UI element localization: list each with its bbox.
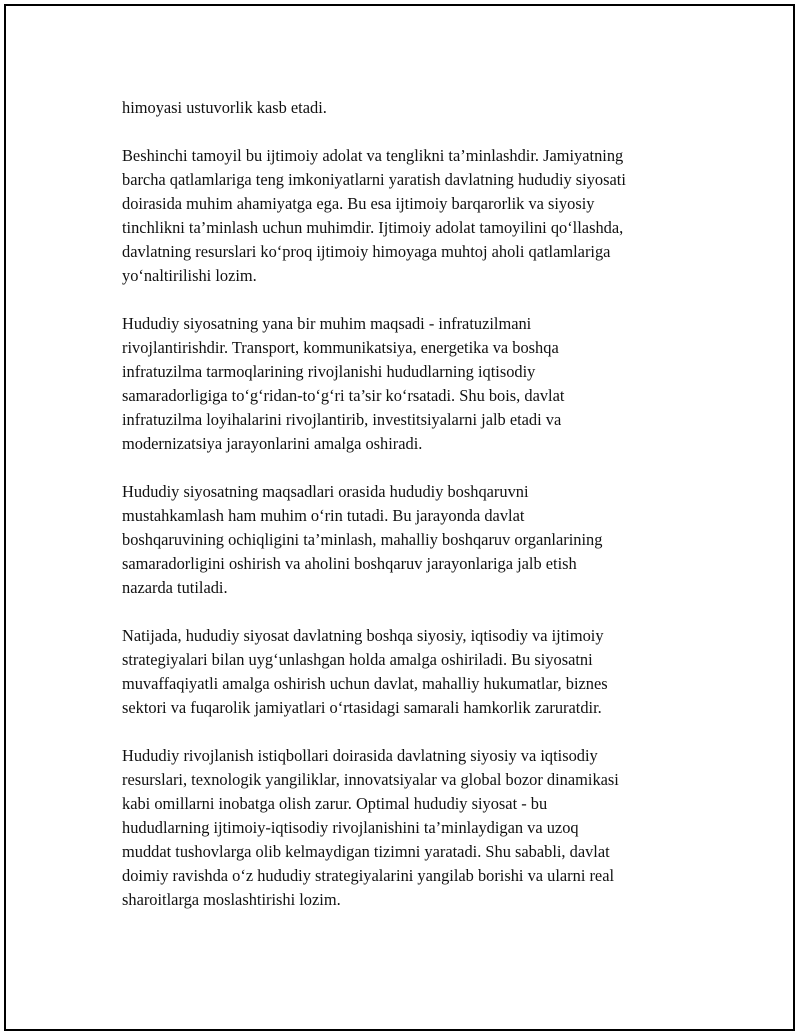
text-line: samaradorligini oshirish va aholini boshqaruv jarayonlariga jalb etish bbox=[122, 554, 577, 573]
text-line: doimiy ravishda o‘z hududiy strategiyalarini yangilab borishi va ularni real bbox=[122, 866, 615, 885]
text-line: nazarda tutiladi. bbox=[122, 578, 228, 597]
document-body bbox=[122, 96, 702, 936]
paragraph bbox=[122, 480, 702, 600]
text-line: strategiyalari bilan uyg‘unlashgan holda amalga oshiriladi. Bu siyosatni bbox=[122, 650, 593, 669]
text-line: Hududiy siyosatning yana bir muhim maqsadi - infratuzilmani bbox=[122, 314, 532, 333]
text-line: tinchlikni ta’minlash uchun muhimdir. Ijtimoiy adolat tamoyilini qo‘llashda, bbox=[122, 218, 624, 237]
text-line: yo‘naltirilishi lozim. bbox=[122, 266, 257, 285]
paragraph bbox=[122, 96, 702, 120]
text-line: himoyasi ustuvorlik kasb etadi. bbox=[122, 98, 327, 117]
text-line: Hududiy rivojlanish istiqbollari doirasida davlatning siyosiy va iqtisodiy bbox=[122, 746, 598, 765]
text-line: infratuzilma tarmoqlarining rivojlanishi hududlarning iqtisodiy bbox=[122, 362, 536, 381]
text-line: hududlarning ijtimoiy-iqtisodiy rivojlanishini ta’minlaydigan va uzoq bbox=[122, 818, 579, 837]
text-line: barcha qatlamlariga teng imkoniyatlarni yaratish davlatning hududiy siyosati bbox=[122, 170, 626, 189]
text-line: resurslari, texnologik yangiliklar, innovatsiyalar va global bozor dinamikasi bbox=[122, 770, 619, 789]
text-line: davlatning resurslari ko‘proq ijtimoiy himoyaga muhtoj aholi qatlamlariga bbox=[122, 242, 611, 261]
text-line: samaradorligiga to‘g‘ridan-to‘g‘ri ta’sir ko‘rsatadi. Shu bois, davlat bbox=[122, 386, 565, 405]
text-line: sharoitlarga moslashtirishi lozim. bbox=[122, 890, 341, 909]
text-line: modernizatsiya jarayonlarini amalga oshiradi. bbox=[122, 434, 423, 453]
paragraph bbox=[122, 624, 702, 720]
text-line: doirasida muhim ahamiyatga ega. Bu esa ijtimoiy barqarorlik va siyosiy bbox=[122, 194, 595, 213]
text-line: boshqaruvining ochiqligini ta’minlash, mahalliy boshqaruv organlarining bbox=[122, 530, 603, 549]
text-line: rivojlantirishdir. Transport, kommunikatsiya, energetika va boshqa bbox=[122, 338, 559, 357]
text-line: Beshinchi tamoyil bu ijtimoiy adolat va tenglikni ta’minlashdir. Jamiyatning bbox=[122, 146, 624, 165]
text-line: Natijada, hududiy siyosat davlatning boshqa siyosiy, iqtisodiy va ijtimoiy bbox=[122, 626, 604, 645]
text-line: muvaffaqiyatli amalga oshirish uchun davlat, mahalliy hukumatlar, biznes bbox=[122, 674, 608, 693]
paragraph bbox=[122, 312, 702, 456]
text-line: infratuzilma loyihalarini rivojlantirib, investitsiyalarni jalb etadi va bbox=[122, 410, 562, 429]
text-line: mustahkamlash ham muhim o‘rin tutadi. Bu jarayonda davlat bbox=[122, 506, 525, 525]
text-line: kabi omillarni inobatga olish zarur. Optimal hududiy siyosat - bu bbox=[122, 794, 548, 813]
page-border bbox=[4, 4, 795, 1031]
text-line: muddat tushovlarga olib kelmaydigan tizimni yaratadi. Shu sababli, davlat bbox=[122, 842, 610, 861]
paragraph bbox=[122, 744, 702, 912]
text-line: Hududiy siyosatning maqsadlari orasida hududiy boshqaruvni bbox=[122, 482, 529, 501]
paragraph bbox=[122, 144, 702, 288]
text-line: sektori va fuqarolik jamiyatlari o‘rtasidagi samarali hamkorlik zaruratdir. bbox=[122, 698, 602, 717]
